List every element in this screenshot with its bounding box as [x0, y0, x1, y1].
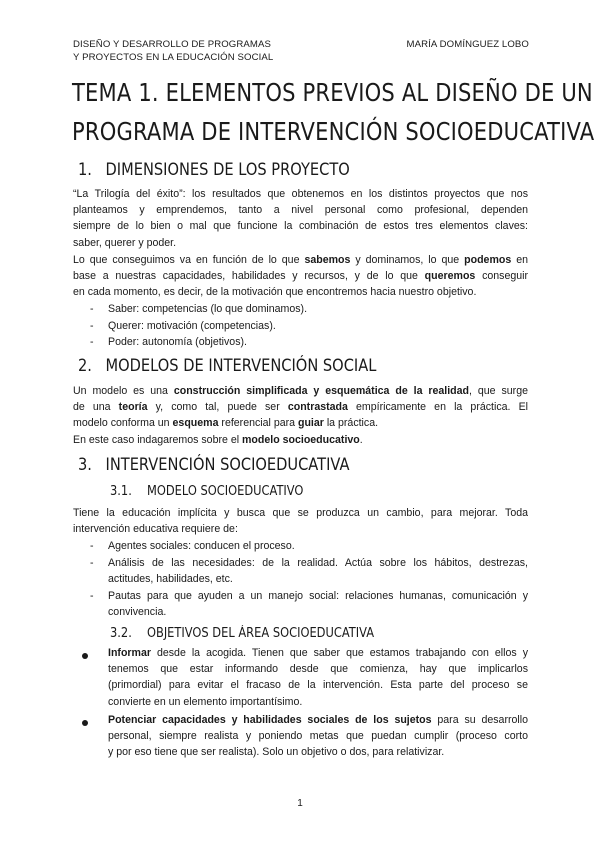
text-line: actitudes, habilidades, etc. [108, 573, 233, 586]
text-line: en cada momento, es decir, de la motivación que encontremos hacia nuestro objetivo. [73, 286, 477, 299]
header-author: MARÍA DOMÍNGUEZ LOBO [406, 39, 529, 50]
text-line: Pautas para que ayuden a un manejo social: relaciones humanas, comunicación y [108, 590, 528, 602]
bullet-icon [81, 715, 90, 724]
text-line: (primordial) para evitar el fracaso de la intervención. Esta parte del proceso se [108, 679, 528, 692]
list-item: Poder: autonomía (objetivos). [108, 336, 247, 348]
section-2-paragraph [73, 383, 528, 448]
dash-marker: - [90, 540, 94, 552]
header-course-line2: Y PROYECTOS EN LA EDUCACIÓN SOCIAL [73, 52, 274, 63]
section-2-number: 2. [78, 356, 92, 376]
text-line: de una teoría y, como tal, puede ser contrastada empíricamente en la práctica. El [73, 401, 528, 414]
text-line: planteamos y emprendemos, tanto a nivel personal como profesional, dependen [73, 204, 528, 217]
document-title-line1: TEMA 1. ELEMENTOS PREVIOS AL DISEÑO DE UN [72, 78, 593, 107]
text-line: modelo conforma un esquema referencial para guiar la práctica. [73, 417, 379, 430]
list-item: Saber: competencias (lo que dominamos). [108, 303, 308, 315]
dash-marker: - [90, 320, 94, 332]
section-3-number: 3. [78, 455, 92, 475]
text-line: “La Trilogía del éxito”: los resultados que obtenemos en los distintos proyectos que nos [73, 188, 528, 200]
section-1-title: DIMENSIONES DE LOS PROYECTO [105, 160, 350, 180]
header-course-line1: DISEÑO Y DESARROLLO DE PROGRAMAS [73, 39, 271, 50]
text-line: convivencia. [108, 606, 167, 619]
text-line: Lo que conseguimos va en función de lo que sabemos y dominamos, lo que podemos en [73, 254, 528, 266]
section-1-number: 1. [78, 160, 92, 180]
list-item [108, 555, 528, 587]
subsection-3-2-heading [110, 626, 374, 641]
bullet-item-potenciar [108, 712, 528, 761]
section-3-heading [78, 455, 349, 475]
dash-marker: - [90, 557, 94, 569]
header-course [73, 38, 273, 64]
bullet-item-informar [108, 645, 528, 710]
subsection-title: OBJETIVOS DEL ÁREA SOCIOEDUCATIVA [146, 626, 375, 641]
text-line: Potenciar capacidades y habilidades sociales de los sujetos para su desarrollo [108, 714, 528, 726]
section-1-paragraph-2 [73, 252, 528, 301]
text-line: convierte en un elemento importantísimo. [108, 695, 303, 708]
bullet-icon [81, 648, 90, 657]
text-line: y por eso tiene que ser realista). Solo un objetivo o dos, para relativizar. [108, 746, 445, 759]
section-2-title: MODELOS DE INTERVENCIÓN SOCIAL [105, 356, 377, 376]
dash-marker: - [90, 590, 94, 602]
text-line: En este caso indagaremos sobre el modelo socioeducativo. [73, 433, 363, 446]
section-1-heading [78, 160, 350, 180]
document-title-line2: PROGRAMA DE INTERVENCIÓN SOCIOEDUCATIVA [72, 117, 595, 146]
subsection-3-1-paragraph [73, 505, 528, 537]
dash-marker: - [90, 303, 94, 315]
page-number: 1 [297, 798, 303, 809]
section-2-heading [78, 356, 376, 376]
text-line: Informar desde la acogida. Tienen que saber que estamos trabajando con ellos y [108, 647, 528, 659]
subsection-3-1-heading [110, 484, 303, 499]
list-item: Querer: motivación (competencias). [108, 320, 276, 332]
text-line: Tiene la educación implícita y busca que se produzca un cambio, para mejorar. Toda [73, 507, 528, 519]
list-item: Agentes sociales: conducen el proceso. [108, 540, 295, 552]
list-item [108, 588, 528, 620]
section-3-title: INTERVENCIÓN SOCIOEDUCATIVA [105, 455, 350, 475]
text-line: tenemos que estar informando desde que comienza, hay que implicarlos [108, 663, 528, 676]
text-line: Análisis de las necesidades: de la realidad. Actúa sobre los hábitos, destrezas, [108, 557, 528, 569]
subsection-title: MODELO SOCIOEDUCATIVO [146, 484, 304, 499]
dash-marker: - [90, 336, 94, 348]
text-line: personal, siempre realista y poniendo metas que puedan cumplir (proceso corto [108, 730, 528, 743]
text-line: Un modelo es una construcción simplificada y esquemática de la realidad, que surge [73, 385, 528, 397]
subsection-number: 3.1. [110, 484, 132, 499]
text-line: saber, querer y poder. [73, 236, 177, 249]
subsection-number: 3.2. [110, 626, 132, 641]
text-line: intervención educativa requiere de: [73, 523, 238, 536]
section-1-paragraph-1 [73, 186, 528, 251]
text-line: siempre de lo bien o mal que funcione la combinación de estos tres elementos claves: [73, 220, 528, 233]
text-line: base a nuestras capacidades, habilidades y recursos, y de lo que queremos conseguir [73, 270, 528, 283]
